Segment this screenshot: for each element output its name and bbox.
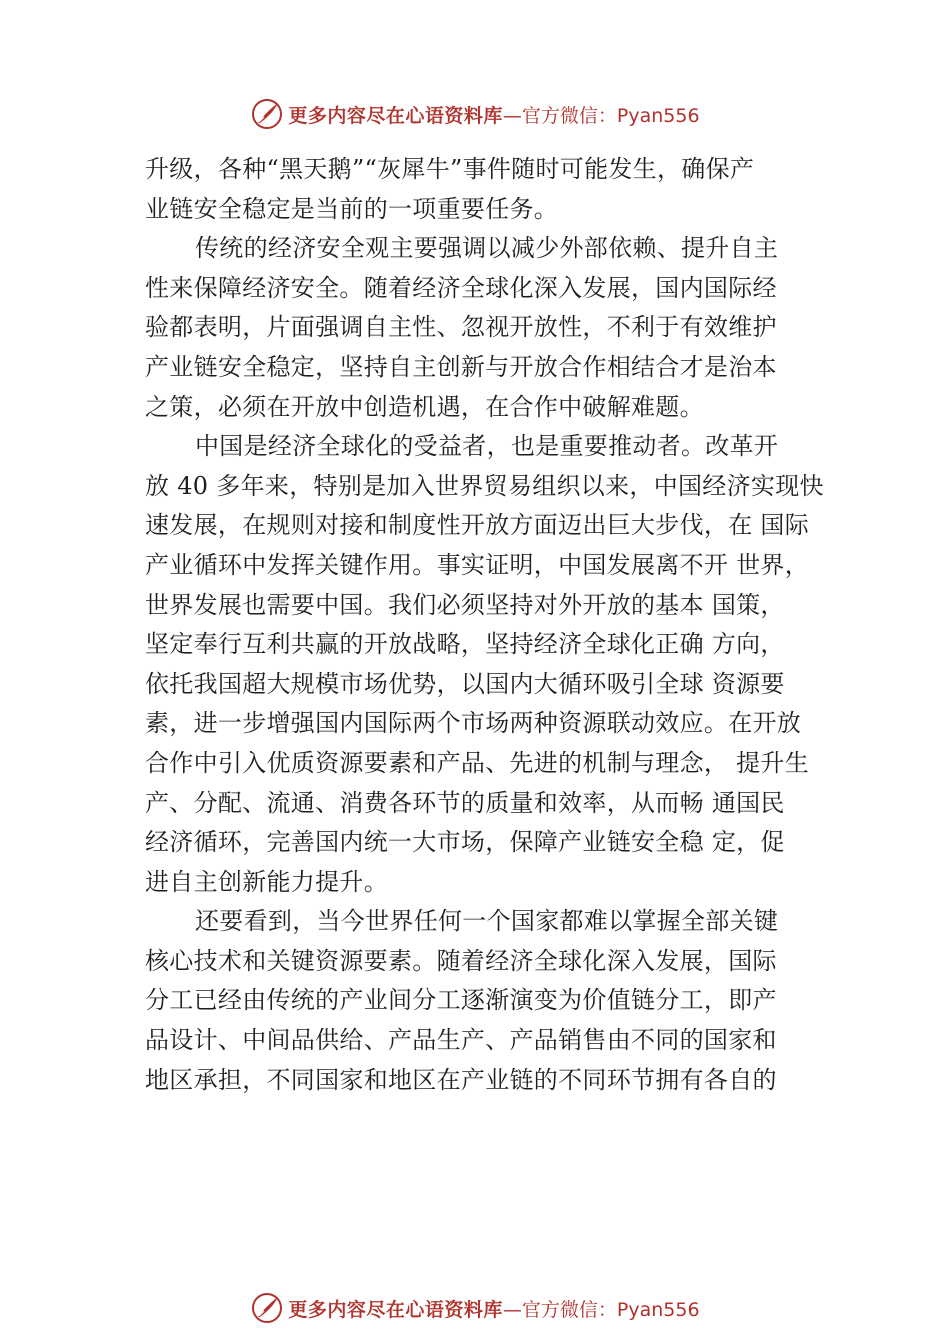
footer-banner <box>0 1290 950 1326</box>
text-line: 之策，必须在开放中创造机遇，在合作中破解难题。 <box>145 392 704 421</box>
text-line: 传统的经济安全观主要强调以减少外部依赖、提升自主 <box>195 234 779 263</box>
quill-logo-icon <box>250 97 284 131</box>
text-line: 产、分配、流通、消费各环节的质量和效率，从而畅 通国民 <box>145 788 785 817</box>
document-body <box>145 150 835 1100</box>
text-line: 验都表明，片面强调自主性、忽视开放性，不利于有效维护 <box>145 313 777 342</box>
header-contact: —官方微信：Pyan556 <box>502 104 700 127</box>
text-line: 产业链安全稳定，坚持自主创新与开放合作相结合才是治本 <box>145 352 777 381</box>
text-line: 速发展，在规则对接和制度性开放方面迈出巨大步伐，在 国际 <box>145 511 810 540</box>
text-line: 合作中引入优质资源要素和产品、先进的机制与理念， 提升生 <box>145 748 810 777</box>
text-line: 地区承担，不同国家和地区在产业链的不同环节拥有各自的 <box>145 1065 777 1094</box>
footer-contact: —官方微信：Pyan556 <box>502 1298 700 1321</box>
text-line: 放 40 多年来，特别是加入世界贸易组织以来，中国经济实现快 <box>145 471 824 500</box>
text-line: 产业循环中发挥关键作用。事实证明，中国发展离不开 世界， <box>145 550 810 579</box>
footer-banner-text: 更多内容尽在心语资料库 <box>288 1298 503 1321</box>
text-line: 性来保障经济安全。随着经济全球化深入发展，国内国际经 <box>145 273 777 302</box>
text-line: 分工已经由传统的产业间分工逐渐演变为价值链分工，即产 <box>145 986 777 1015</box>
quill-logo-icon <box>250 1291 284 1325</box>
text-line: 素，进一步增强国内国际两个市场两种资源联动效应。在开放 <box>145 709 802 738</box>
text-line: 品设计、中间品供给、产品生产、产品销售由不同的国家和 <box>145 1026 777 1055</box>
text-line: 升级，各种“黑天鹅”“灰犀牛”事件随时可能发生，确保产 <box>145 155 755 183</box>
text-line: 中国是经济全球化的受益者，也是重要推动者。改革开 <box>195 432 779 461</box>
header-banner <box>0 96 950 132</box>
text-line: 业链安全稳定是当前的一项重要任务。 <box>145 194 559 223</box>
text-line: 坚定奉行互利共赢的开放战略，坚持经济全球化正确 方向， <box>145 630 785 659</box>
text-line: 经济循环，完善国内统一大市场，保障产业链安全稳 定，促 <box>145 828 785 857</box>
text-line: 核心技术和关键资源要素。随着经济全球化深入发展，国际 <box>145 946 777 975</box>
text-line: 还要看到，当今世界任何一个国家都难以掌握全部关键 <box>195 907 779 936</box>
text-line: 依托我国超大规模市场优势，以国内大循环吸引全球 资源要 <box>145 669 785 698</box>
header-banner-text: 更多内容尽在心语资料库 <box>288 104 503 127</box>
text-line: 世界发展也需要中国。我们必须坚持对外开放的基本 国策， <box>145 590 785 619</box>
text-line: 进自主创新能力提升。 <box>145 867 388 896</box>
